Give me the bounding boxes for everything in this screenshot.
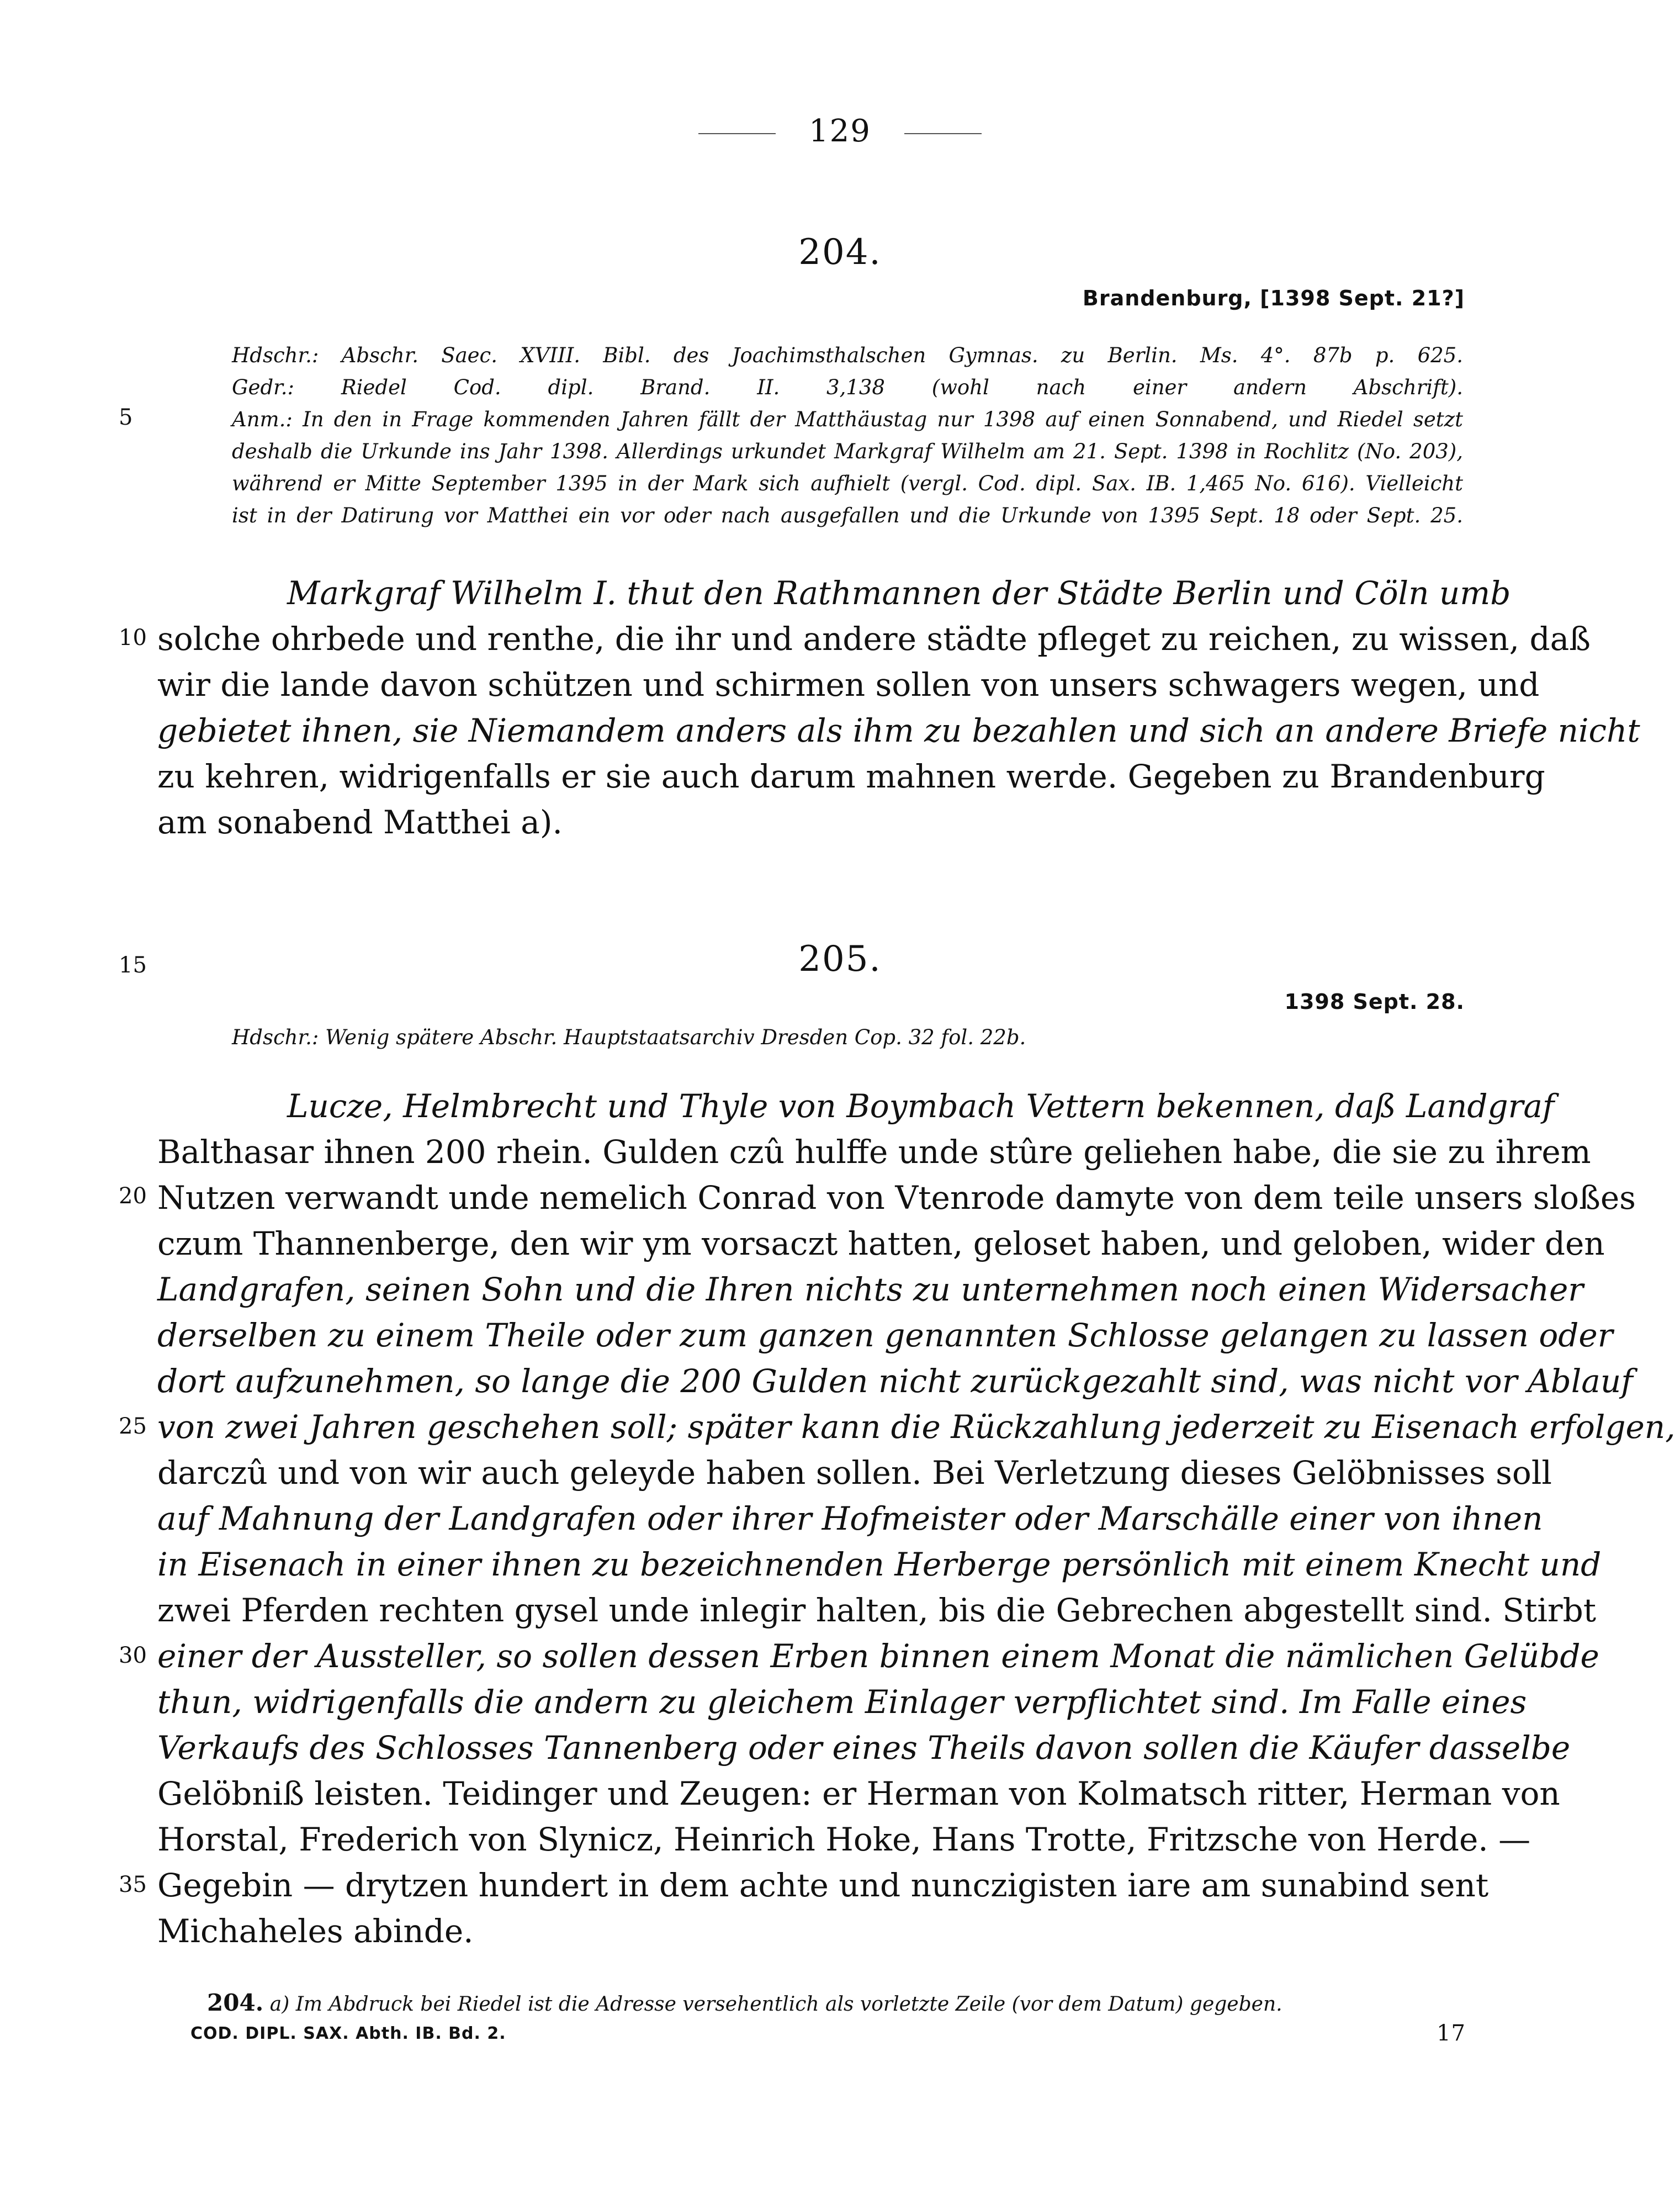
line-number: 25 — [119, 1414, 147, 1439]
body-line: derselben zu einem Theile oder zum ganzen genannten Schlosse gelangen zu lassen oder — [157, 1316, 1613, 1354]
body-line: Verkaufs des Schlosses Tannenberg oder eines Theils davon sollen die Käufer dasselbe — [157, 1729, 1571, 1767]
note-line: Hdschr.: Abschr. Saec. XVIII. Bibl. des Joachimsthalschen Gymnas. zu Berlin. Ms. 4°. 87b p. 625. — [232, 343, 1463, 367]
body-line: Landgrafen, seinen Sohn und die Ihren nichts zu unternehmen noch einen Widersacher — [157, 1271, 1584, 1308]
header-rule-left — [698, 133, 776, 134]
line-number: 20 — [119, 1183, 147, 1209]
line-number: 5 — [119, 405, 133, 430]
body-line: von zwei Jahren geschehen soll; später kann die Rückzahlung jederzeit zu Eisenach erfolgen, — [157, 1408, 1676, 1446]
doc-205-number: 205. — [798, 939, 882, 980]
body-line: einer der Aussteller, so sollen dessen Erben binnen einem Monat die nämlichen Gelübde — [157, 1637, 1599, 1675]
page-number: 129 — [809, 113, 871, 149]
body-line: Lucze, Helmbrecht und Thyle von Boymbach Vettern bekennen, daß Landgraf — [287, 1087, 1555, 1125]
body-line: dort aufzunehmen, so lange die 200 Gulden nicht zurückgezahlt sind, was nicht vor Ablauf — [157, 1362, 1633, 1400]
body-line: zwei Pferden rechten gysel unde inlegir halten, bis die Gebrechen abgestellt sind. Stirbt — [157, 1591, 1597, 1629]
body-line: am sonabend Matthei a). — [157, 803, 563, 841]
body-line: Markgraf Wilhelm I. thut den Rathmannen der Städte Berlin und Cöln umb — [287, 574, 1511, 612]
note-line: Gedr.: Riedel Cod. dipl. Brand. II. 3,138 (wohl nach einer andern Abschrift). — [232, 376, 1463, 399]
body-line: darczû und von wir auch geleyde haben sollen. Bei Verletzung dieses Gelöbnisses soll — [157, 1454, 1552, 1492]
note-line: während er Mitte September 1395 in der Mark sich aufhielt (vergl. Cod. dipl. Sax. IB. 1,465 No. 616). Vielleicht — [232, 472, 1463, 495]
doc-205-dateline: 1398 Sept. 28. — [1284, 990, 1465, 1014]
body-line: Gelöbniß leisten. Teidinger und Zeugen: er Herman von Kolmatsch ritter, Herman von — [157, 1775, 1560, 1812]
body-line: czum Thannenberge, den wir ym vorsaczt hatten, geloset haben, und geloben, wider den — [157, 1225, 1605, 1262]
body-line: zu kehren, widrigenfalls er sie auch darum mahnen werde. Gegeben zu Brandenburg — [157, 758, 1545, 795]
signature-text: COD. DIPL. SAX. Abth. IB. Bd. 2. — [190, 2024, 506, 2043]
footnote-text: a) Im Abdruck bei Riedel ist die Adresse versehentlich als vorletzte Zeile (vor dem Datum) gegeben. — [269, 1993, 1282, 2016]
body-line: Gegebin — drytzen hundert in dem achte und nunczigisten iare am sunabind sent — [157, 1867, 1489, 1904]
doc-204-dateline: Brandenburg, [1398 Sept. 21?] — [1082, 286, 1465, 310]
doc-204-number: 204. — [798, 232, 882, 273]
line-number: 35 — [119, 1872, 147, 1897]
footnote-ref: 204. — [207, 1989, 264, 2016]
sheet-number: 17 — [1437, 2021, 1466, 2046]
running-header — [0, 113, 1680, 149]
header-rule-right — [904, 133, 982, 134]
signature-line — [190, 2021, 1466, 2046]
note-line: Hdschr.: Wenig spätere Abschr. Hauptstaatsarchiv Dresden Cop. 32 fol. 22b. — [232, 1025, 1026, 1049]
note-line: ist in der Datirung vor Matthei ein vor oder nach ausgefallen und die Urkunde von 1395 Sept. 18 oder Sept. 25. — [232, 504, 1463, 527]
body-line: Balthasar ihnen 200 rhein. Gulden czû hulffe unde stûre geliehen habe, die sie zu ihrem — [157, 1133, 1591, 1171]
body-line: wir die lande davon schützen und schirmen sollen von unsers schwagers wegen, und — [157, 666, 1540, 704]
body-line: gebietet ihnen, sie Niemandem anders als ihm zu bezahlen und sich an andere Briefe nicht — [157, 712, 1640, 749]
body-line: thun, widrigenfalls die andern zu gleichem Einlager verpflichtet sind. Im Falle eines — [157, 1683, 1527, 1721]
body-line: Michaheles abinde. — [157, 1912, 474, 1950]
note-line: Anm.: In den in Frage kommenden Jahren fällt der Matthäustag nur 1398 auf einen Sonnabend, und Riedel setzt — [232, 408, 1463, 431]
line-number: 15 — [119, 953, 147, 978]
doc-205-notes — [232, 1022, 1463, 1054]
line-number: 30 — [119, 1643, 147, 1668]
doc-204-body — [157, 570, 1640, 845]
footnote — [207, 1989, 1466, 2016]
body-line: in Eisenach in einer ihnen zu bezeichnenden Herberge persönlich mit einem Knecht und — [157, 1546, 1602, 1583]
body-line: Horstal, Frederich von Slynicz, Heinrich Hoke, Hans Trotte, Fritzsche von Herde. — — [157, 1821, 1531, 1858]
body-line: solche ohrbede und renthe, die ihr und andere städte pfleget zu reichen, zu wissen, daß — [157, 620, 1591, 658]
body-line: Nutzen verwandt unde nemelich Conrad von Vtenrode damyte von dem teile unsers sloßes — [157, 1179, 1636, 1217]
doc-204-notes — [232, 340, 1463, 532]
line-number: 10 — [119, 625, 147, 651]
doc-205-body — [157, 1083, 1676, 1954]
note-line: deshalb die Urkunde ins Jahr 1398. Allerdings urkundet Markgraf Wilhelm am 21. Sept. 1398 in Rochlitz (No. 203), — [232, 440, 1463, 463]
body-line: auf Mahnung der Landgrafen oder ihrer Hofmeister oder Marschälle einer von ihnen — [157, 1500, 1543, 1537]
